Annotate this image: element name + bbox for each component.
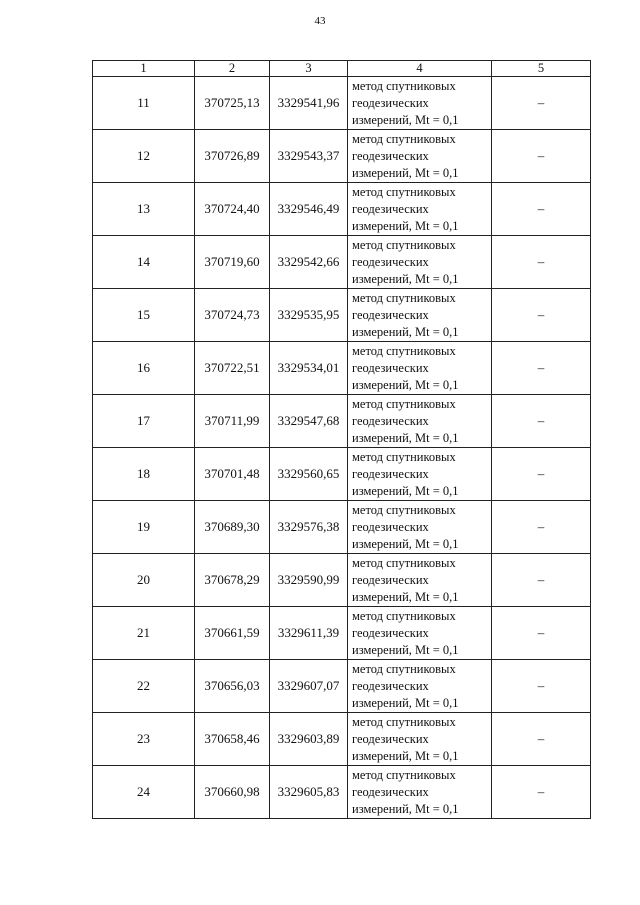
method-text-line: геодезических — [352, 95, 429, 110]
method-text-line: геодезических — [352, 678, 429, 693]
method-text-line: измерений, Mt = 0,1 — [352, 748, 459, 763]
coordinate-y-cell: 3329560,65 — [270, 448, 348, 501]
coordinate-y-cell: 3329605,83 — [270, 766, 348, 819]
method-cell — [348, 713, 492, 766]
coordinate-y-cell: 3329546,49 — [270, 183, 348, 236]
method-text-line: измерений, Mt = 0,1 — [352, 112, 459, 127]
point-number-cell: 12 — [93, 130, 195, 183]
note-cell: – — [492, 342, 591, 395]
method-cell — [348, 236, 492, 289]
note-cell: – — [492, 607, 591, 660]
method-text-line: измерений, Mt = 0,1 — [352, 377, 459, 392]
coordinate-y-cell: 3329547,68 — [270, 395, 348, 448]
column-header: 4 — [348, 61, 492, 77]
method-cell — [348, 660, 492, 713]
method-cell — [348, 130, 492, 183]
note-cell: – — [492, 766, 591, 819]
method-text-line: геодезических — [352, 572, 429, 587]
table-row — [93, 554, 591, 607]
table-row — [93, 289, 591, 342]
table-row — [93, 236, 591, 289]
method-cell — [348, 766, 492, 819]
column-header: 5 — [492, 61, 591, 77]
coordinate-x-cell: 370660,98 — [195, 766, 270, 819]
coordinate-y-cell: 3329534,01 — [270, 342, 348, 395]
coordinate-y-cell: 3329541,96 — [270, 77, 348, 130]
method-text-line: геодезических — [352, 784, 429, 799]
method-text-line: измерений, Mt = 0,1 — [352, 324, 459, 339]
coordinates-table — [92, 60, 591, 819]
method-text-line: измерений, Mt = 0,1 — [352, 536, 459, 551]
table-row — [93, 183, 591, 236]
method-text-line: измерений, Mt = 0,1 — [352, 483, 459, 498]
point-number-cell: 16 — [93, 342, 195, 395]
note-cell: – — [492, 77, 591, 130]
method-text-line: измерений, Mt = 0,1 — [352, 271, 459, 286]
method-text-line: метод спутниковых — [352, 290, 456, 305]
method-text-line: геодезических — [352, 148, 429, 163]
method-text-line: измерений, Mt = 0,1 — [352, 642, 459, 657]
method-text-line: метод спутниковых — [352, 184, 456, 199]
note-cell: – — [492, 236, 591, 289]
method-text-line: геодезических — [352, 413, 429, 428]
coordinate-x-cell: 370658,46 — [195, 713, 270, 766]
coordinate-y-cell: 3329611,39 — [270, 607, 348, 660]
coordinate-y-cell: 3329607,07 — [270, 660, 348, 713]
method-text-line: метод спутниковых — [352, 237, 456, 252]
coordinate-x-cell: 370656,03 — [195, 660, 270, 713]
method-text-line: метод спутниковых — [352, 449, 456, 464]
coordinate-x-cell: 370725,13 — [195, 77, 270, 130]
coordinate-y-cell: 3329543,37 — [270, 130, 348, 183]
point-number-cell: 22 — [93, 660, 195, 713]
method-text-line: метод спутниковых — [352, 343, 456, 358]
point-number-cell: 23 — [93, 713, 195, 766]
coordinate-x-cell: 370722,51 — [195, 342, 270, 395]
coordinate-x-cell: 370711,99 — [195, 395, 270, 448]
note-cell: – — [492, 395, 591, 448]
table-row — [93, 660, 591, 713]
note-cell: – — [492, 448, 591, 501]
column-header: 2 — [195, 61, 270, 77]
note-cell: – — [492, 501, 591, 554]
point-number-cell: 13 — [93, 183, 195, 236]
coordinate-x-cell: 370724,40 — [195, 183, 270, 236]
note-cell: – — [492, 554, 591, 607]
point-number-cell: 18 — [93, 448, 195, 501]
table-row — [93, 607, 591, 660]
point-number-cell: 17 — [93, 395, 195, 448]
column-header: 1 — [93, 61, 195, 77]
table-row — [93, 448, 591, 501]
method-text-line: геодезических — [352, 201, 429, 216]
coordinate-x-cell: 370724,73 — [195, 289, 270, 342]
method-cell — [348, 448, 492, 501]
coordinate-x-cell: 370678,29 — [195, 554, 270, 607]
method-text-line: геодезических — [352, 360, 429, 375]
table-row — [93, 766, 591, 819]
point-number-cell: 19 — [93, 501, 195, 554]
method-text-line: измерений, Mt = 0,1 — [352, 165, 459, 180]
table-row — [93, 395, 591, 448]
method-text-line: метод спутниковых — [352, 396, 456, 411]
table-row — [93, 342, 591, 395]
coordinate-x-cell: 370726,89 — [195, 130, 270, 183]
coordinate-x-cell: 370661,59 — [195, 607, 270, 660]
method-text-line: измерений, Mt = 0,1 — [352, 695, 459, 710]
method-text-line: геодезических — [352, 519, 429, 534]
method-text-line: геодезических — [352, 466, 429, 481]
table-row — [93, 130, 591, 183]
method-text-line: метод спутниковых — [352, 78, 456, 93]
point-number-cell: 11 — [93, 77, 195, 130]
method-cell — [348, 77, 492, 130]
method-text-line: измерений, Mt = 0,1 — [352, 218, 459, 233]
column-header: 3 — [270, 61, 348, 77]
point-number-cell: 14 — [93, 236, 195, 289]
coordinate-y-cell: 3329590,99 — [270, 554, 348, 607]
method-cell — [348, 289, 492, 342]
table-row — [93, 713, 591, 766]
point-number-cell: 21 — [93, 607, 195, 660]
method-cell — [348, 395, 492, 448]
table-header-row — [93, 61, 591, 77]
method-text-line: метод спутниковых — [352, 608, 456, 623]
method-cell — [348, 183, 492, 236]
method-text-line: метод спутниковых — [352, 131, 456, 146]
coordinate-x-cell: 370719,60 — [195, 236, 270, 289]
page-number: 43 — [314, 15, 326, 27]
method-text-line: метод спутниковых — [352, 555, 456, 570]
method-cell — [348, 554, 492, 607]
method-text-line: геодезических — [352, 307, 429, 322]
point-number-cell: 20 — [93, 554, 195, 607]
method-text-line: геодезических — [352, 254, 429, 269]
method-text-line: геодезических — [352, 731, 429, 746]
method-text-line: измерений, Mt = 0,1 — [352, 801, 459, 816]
coordinate-x-cell: 370701,48 — [195, 448, 270, 501]
table-row — [93, 77, 591, 130]
coordinate-y-cell: 3329542,66 — [270, 236, 348, 289]
point-number-cell: 15 — [93, 289, 195, 342]
note-cell: – — [492, 713, 591, 766]
note-cell: – — [492, 289, 591, 342]
coordinate-y-cell: 3329535,95 — [270, 289, 348, 342]
coordinate-y-cell: 3329576,38 — [270, 501, 348, 554]
method-text-line: метод спутниковых — [352, 661, 456, 676]
method-cell — [348, 607, 492, 660]
note-cell: – — [492, 183, 591, 236]
table-row — [93, 501, 591, 554]
method-text-line: метод спутниковых — [352, 767, 456, 782]
table-body — [93, 77, 591, 819]
note-cell: – — [492, 660, 591, 713]
method-text-line: геодезических — [352, 625, 429, 640]
method-text-line: метод спутниковых — [352, 502, 456, 517]
method-text-line: измерений, Mt = 0,1 — [352, 589, 459, 604]
method-cell — [348, 342, 492, 395]
method-text-line: измерений, Mt = 0,1 — [352, 430, 459, 445]
method-cell — [348, 501, 492, 554]
coordinate-y-cell: 3329603,89 — [270, 713, 348, 766]
method-text-line: метод спутниковых — [352, 714, 456, 729]
note-cell: – — [492, 130, 591, 183]
coordinate-x-cell: 370689,30 — [195, 501, 270, 554]
point-number-cell: 24 — [93, 766, 195, 819]
